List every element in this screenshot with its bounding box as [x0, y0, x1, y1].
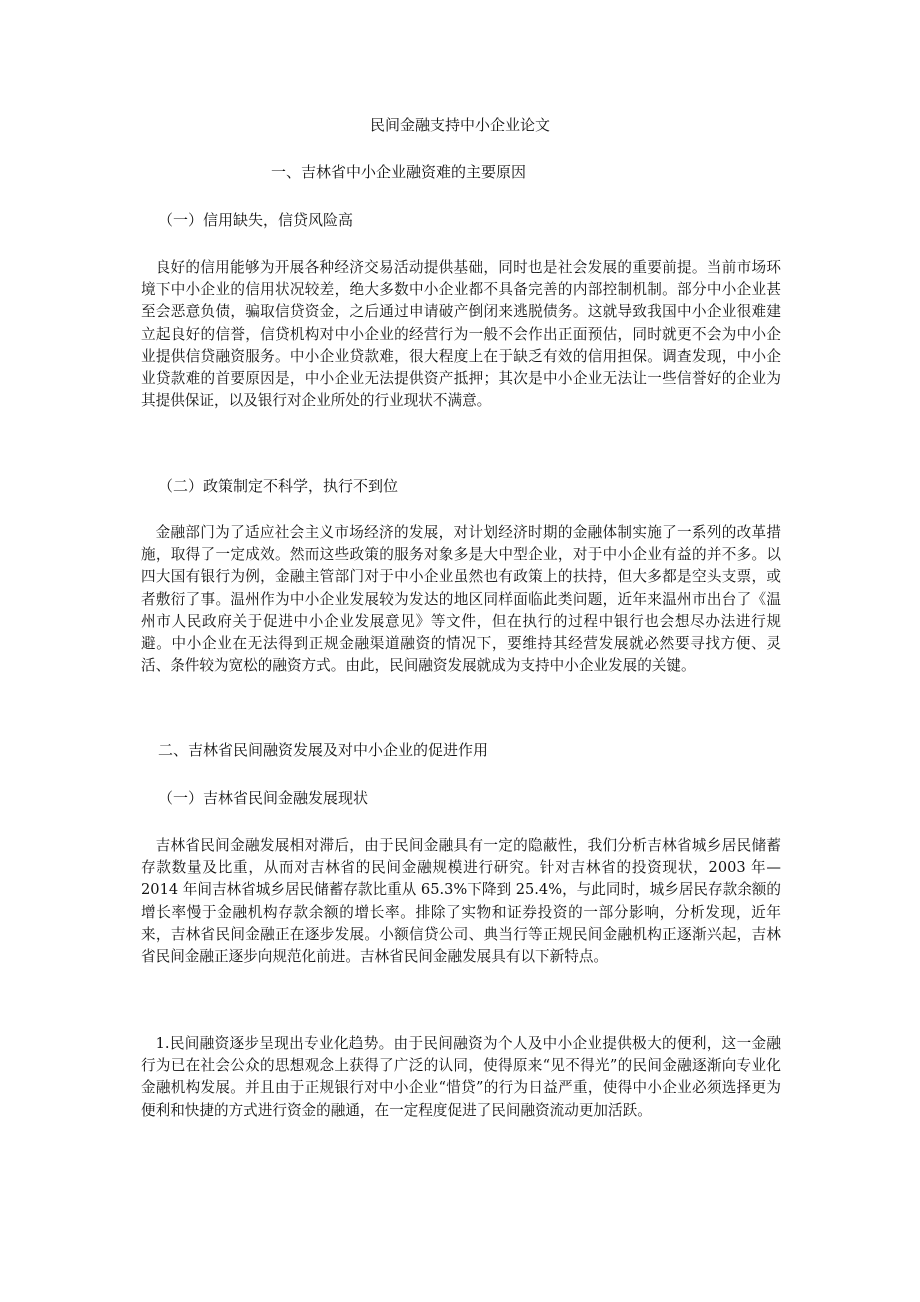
section2-sub1-heading: （一）吉林省民间金融发展现状 [158, 789, 369, 807]
section1-heading: 一、吉林省中小企业融资难的主要原因 [271, 163, 527, 181]
section1-sub1-heading: （一）信用缺失，信贷风险高 [158, 211, 354, 229]
section1-sub2-paragraph: 金融部门为了适应社会主义市场经济的发展，对计划经济时期的金融体制实施了一系列的改革措施，取得了一定成效。然而这些政策的服务对象多是大中型企业，对于中小企业有益的并不多。以四大国有银行为例，金融主管部门对于中小企业虽然也有政策上的扶持，但大多都是空头支票，或者敷衍了事。温州作为中小企业发展较为发达的地区同样面临此类问题，近年来温州市出台了《温州市人民政府关于促进中小企业发展意见》等文件，但在执行的过程中银行也会想尽办法进行规避。中小企业在无法得到正规金融渠道融资的情况下，要维持其经营发展就必然要寻找方便、灵活、条件较为宽松的融资方式。由此，民间融资发展就成为支持中小企业发展的关键。 [141, 524, 781, 675]
section1-sub1-paragraph: 良好的信用能够为开展各种经济交易活动提供基础，同时也是社会发展的重要前提。当前市场环境下中小企业的信用状况较差，绝大多数中小企业都不具备完善的内部控制机制。部分中小企业甚至会恶意负债，骗取信贷资金，之后通过申请破产倒闭来逃脱债务。这就导致我国中小企业很难建立起良好的信誉，信贷机构对中小企业的经营行为一般不会作出正面预估，同时就更不会为中小企业提供信贷融资服务。中小企业贷款难，很大程度上在于缺乏有效的信用担保。调查发现，中小企业贷款难的首要原因是，中小企业无法提供资产抵押；其次是中小企业无法让一些信誉好的企业为其提供保证，以及银行对企业所处的行业现状不满意。 [141, 259, 781, 410]
section2-point1-paragraph: 1.民间融资逐步呈现出专业化趋势。由于民间融资为个人及中小企业提供极大的便利，这一金融行为已在社会公众的思想观念上获得了广泛的认同，使得原来“见不得光”的民间金融逐渐向专业化金融机构发展。并且由于正规银行对中小企业“惜贷”的行为日益严重，使得中小企业必须选择更为便利和快捷的方式进行资金的融通，在一定程度促进了民间融资流动更加活跃。 [141, 1035, 781, 1119]
section2-sub1-paragraph: 吉林省民间金融发展相对滞后，由于民间金融具有一定的隐蔽性，我们分析吉林省城乡居民储蓄存款数量及比重，从而对吉林省的民间金融规模进行研究。针对吉林省的投资现状，2003 年—2014 年间吉林省城乡居民储蓄存款比重从 65.3%下降到 25.4%，与此同时，城乡居民存款余额的增长率慢于金融机构存款余额的增长率。排除了实物和证券投资的一部分影响，分析发现，近年来，吉林省民间金融正在逐步发展。小额信贷公司、典当行等正规民间金融机构正逐渐兴起，吉林省民间金融正逐步向规范化前进。吉林省民间金融发展具有以下新特点。 [141, 837, 781, 966]
document-title: 民间金融支持中小企业论文 [369, 116, 550, 134]
section2-heading: 二、吉林省民间融资发展及对中小企业的促进作用 [158, 741, 489, 759]
section1-sub2-heading: （二）政策制定不科学，执行不到位 [158, 477, 399, 495]
